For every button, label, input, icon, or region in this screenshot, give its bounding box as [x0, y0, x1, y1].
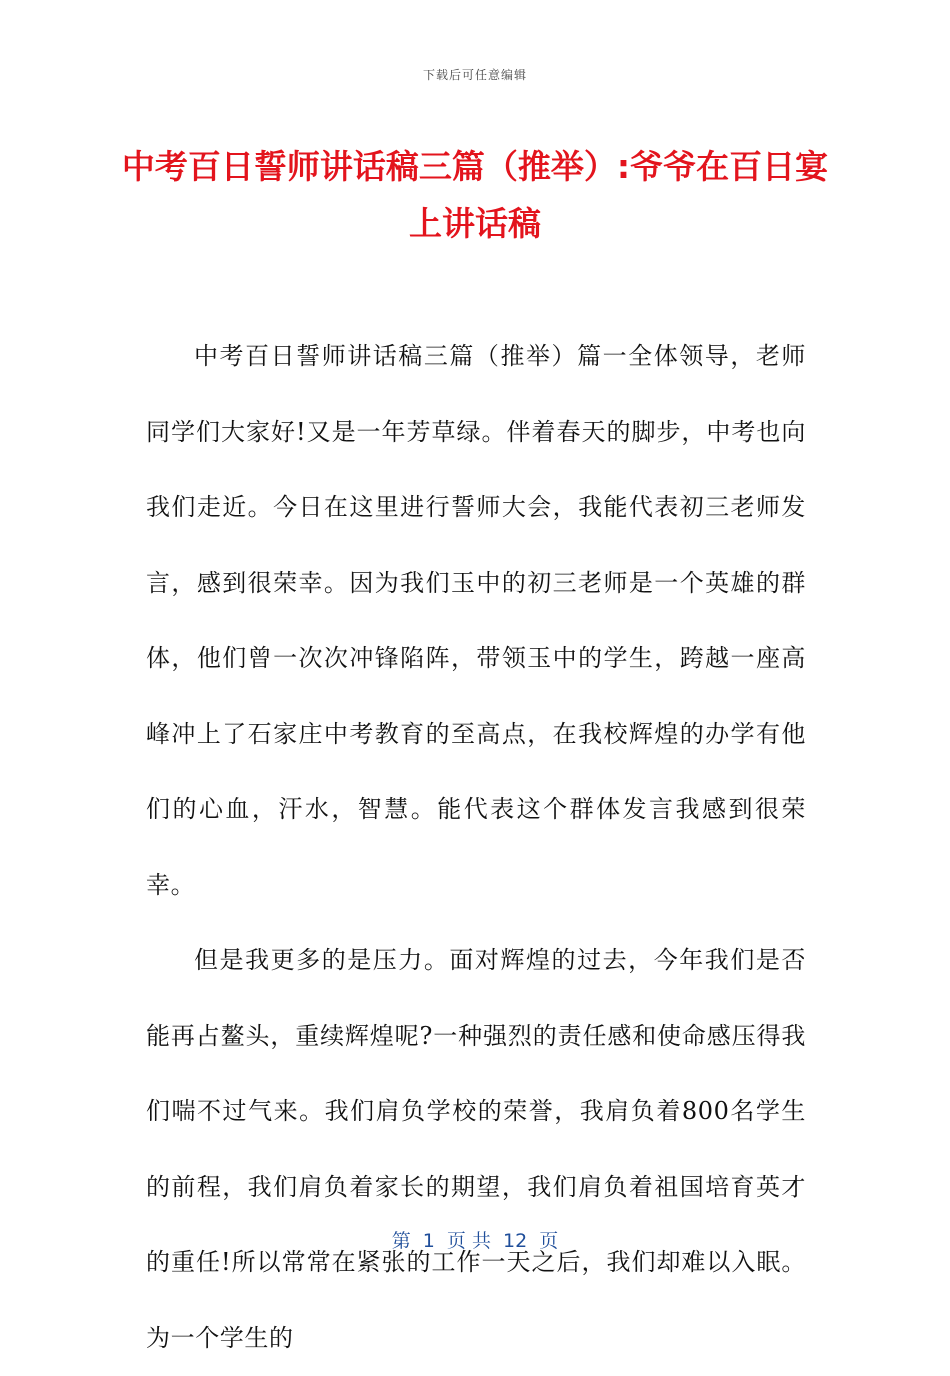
document-body	[146, 319, 806, 1376]
page-header: 下载后可任意编辑	[422, 68, 527, 82]
document-title: 中考百日誓师讲话稿三篇（推举）:爷爷在百日宴上讲话稿	[121, 147, 829, 243]
body-paragraph-2: 但是我更多的是压力。面对辉煌的过去，今年我们是否能再占鳌头，重续辉煌呢?一种强烈的责任感和使命感压得我们喘不过气来。我们肩负学校的荣誉，我肩负着800名学生的前程，我们肩负着家长的期望，我们肩负着祖国培育英才的重任!所以常常在紧张的工作一天之后，我们却难以入眠。为一个学生的	[146, 946, 806, 1352]
page-number-footer: 第 1 页 共 12 页	[391, 1230, 559, 1252]
body-paragraph-1: 中考百日誓师讲话稿三篇（推举）篇一全体领导，老师同学们大家好!又是一年芳草绿。伴着春天的脚步，中考也向我们走近。今日在这里进行誓师大会，我能代表初三老师发言，感到很荣幸。因为我们玉中的初三老师是一个英雄的群体，他们曾一次次冲锋陷阵，带领玉中的学生，跨越一座高峰冲上了石家庄中考教育的至高点，在我校辉煌的办学有他们的心血，汗水，智慧。能代表这个群体发言我感到很荣幸。	[146, 342, 806, 899]
